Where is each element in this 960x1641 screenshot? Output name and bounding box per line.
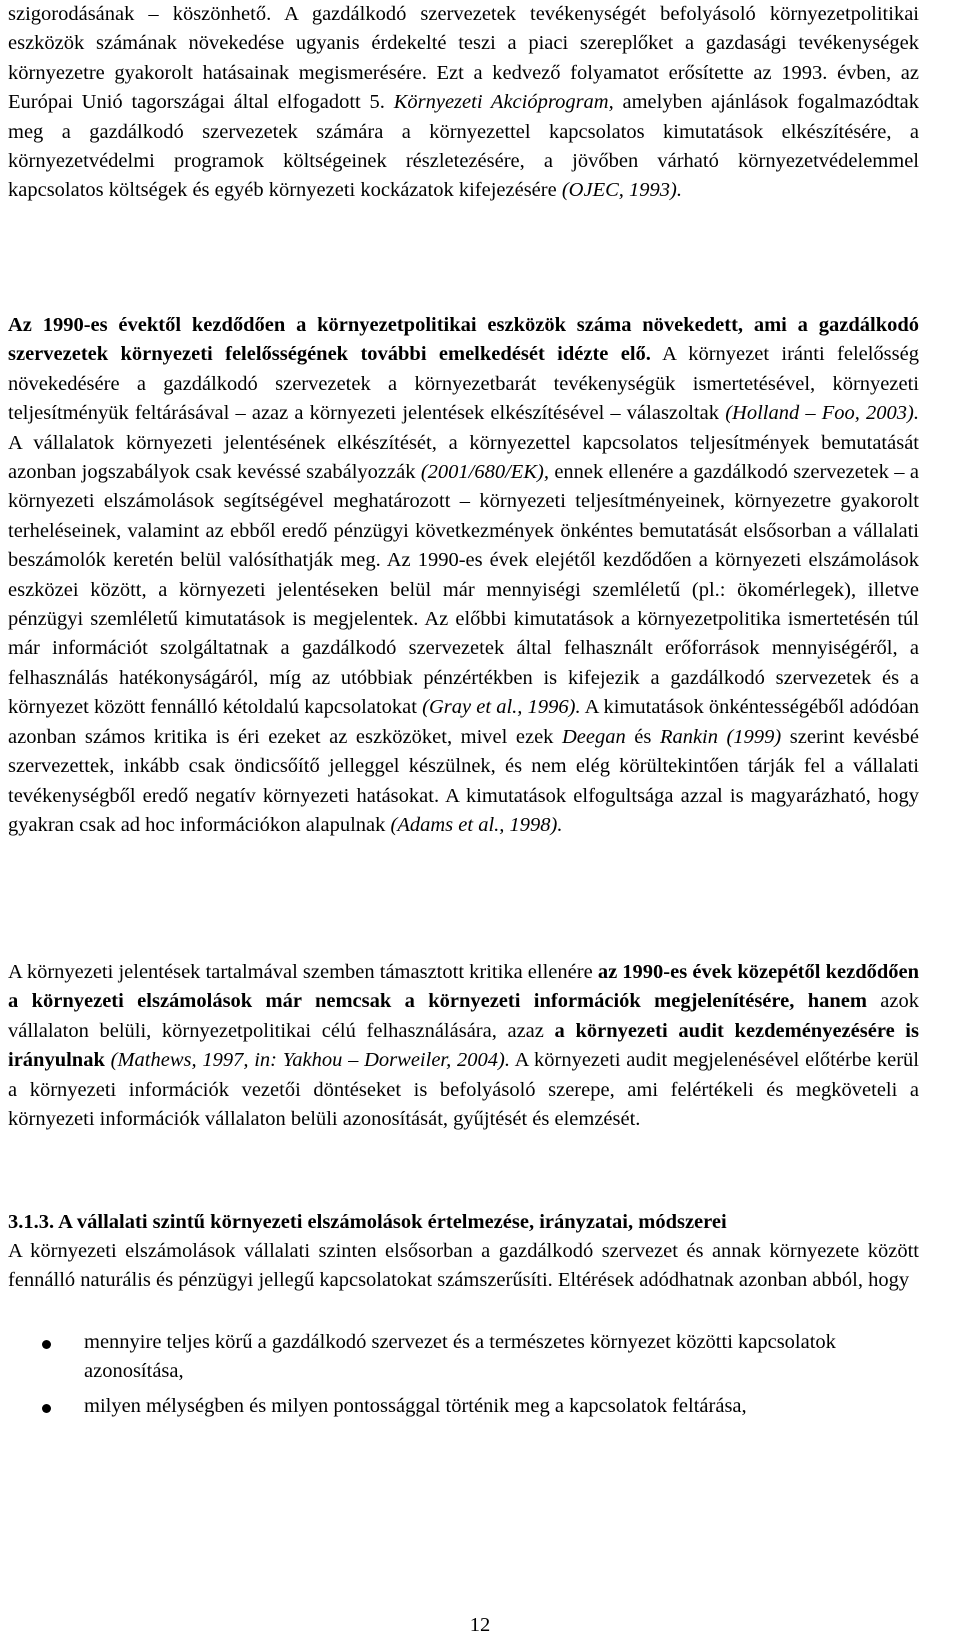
p2-run-9: és bbox=[625, 725, 660, 748]
p1-run-2: amelyben ajánlások fogalmazódtak meg a gazdálkodó szervezetek számára a környezettel kapcsolatos kimutatások elkészítésére, a környezetvédelmi programok költségeinek részletezésére, a jövőben várható környezetvédelemmel kapcsolatos költségek és egyéb környezeti kockázatok kifejezésére bbox=[8, 91, 919, 202]
p2-run-4: (2001/680/EK), bbox=[420, 461, 549, 484]
p2-run-8: Deegan bbox=[561, 725, 626, 748]
section-heading: 3.1.3. A vállalati szintű környezeti elszámolások értelmezése, irányzatai, módszerei bbox=[8, 1211, 727, 1233]
p3-run-2: azok vállalaton belüli, környezetpolitikai célú felhasználására, azaz bbox=[8, 990, 920, 1042]
bullet-text: mennyire teljes körű a gazdálkodó szervezet és a természetes környezet közötti kapcsolatok azonosítása, bbox=[84, 1331, 836, 1383]
p2-run-1: A környezet iránti felelősség növekedésére a gazdálkodó szervezetek a környezetbarát tevékenységük ismertetésével, környezeti teljesítményük feltárásával – azaz a környezeti jelentések elkészítésével – válaszoltak bbox=[8, 343, 919, 425]
page-number: 12 bbox=[469, 1614, 491, 1636]
bullet-text: milyen mélységben és milyen pontossággal történik meg a kapcsolatok feltárása, bbox=[84, 1394, 747, 1417]
paragraph-1 bbox=[8, 0, 919, 206]
p2-run-3: A vállalatok környezeti jelentésének elkészítését, a környezettel kapcsolatos teljesítmények bemutatását azonban jogszabályok csak kevéssé szabályozzák bbox=[8, 431, 919, 484]
bullet-dot-icon bbox=[42, 1340, 51, 1349]
p2-run-10: Rankin (1999) bbox=[659, 725, 782, 748]
paragraph-3 bbox=[8, 958, 919, 1134]
paragraph-2 bbox=[8, 311, 919, 840]
bullet-dot-icon bbox=[42, 1404, 51, 1413]
p2-run-6: (Gray et al., 1996). bbox=[422, 696, 581, 719]
p2-run-5: ennek ellenére a gazdálkodó szervezetek – a környezeti elszámolások segítségével meghatározott – környezeti teljesítményeinek, környezetre gyakorolt terheléseinek, valamint az ebből eredő pénzügyi következmények önkéntes bemutatását elsősorban a vállalati beszámolók keretén belül valósíthatják meg. Az 1990-es évek elejétől kezdődően a környezeti elszámolások eszközei között, a környezeti jelentéseken belül már mennyiségi szemléletű (pl.: ökomérlegek), illetve pénzügyi szemléletű kimutatások is megjelentek. Az előbbi kimutatások a környezetpolitika ismertetésén túl már információt szolgáltatnak a gazdálkodó szervezetek által felhasznált erőforrások mennyiségéről, a felhasználás hatékonyságáról, míg az utóbbiak pénzértékben is kifejezik a gazdálkodó szervezetek és a környezet között fennálló kétoldalú kapcsolatokat bbox=[8, 461, 919, 719]
p1-run-0: szigorodásának – köszönhető. A gazdálkodó szervezetek tevékenységét befolyásoló környezetpolitikai eszközök számának növekedése ugyanis érdekelté teszi a piaci szereplőket a gazdasági tevékenységek környezetre gyakorolt hatásainak megismerésére. Ezt a kedvező folyamatot erősítette az 1993. évben, az Európai Unió tagországai által elfogadott 5. bbox=[8, 3, 919, 114]
paragraph-4: A környezeti elszámolások vállalati szinten elsősorban a gazdálkodó szervezet és annak környezete között fennálló naturális és pénzügyi jellegű kapcsolatokat számszerűsíti. Eltérések adódhatnak azonban abból, hogy bbox=[8, 1240, 919, 1292]
p2-run-12: (Adams et al., 1998). bbox=[390, 813, 563, 836]
p2-run-0: Az 1990-es évektől kezdődően a környezetpolitikai eszközök száma növekedett, ami a gazdálkodó szervezetek környezeti felelősségének további emelkedését idézte elő. bbox=[8, 314, 919, 366]
p2-run-11: szerint kevésbé szervezettek, inkább csak öndicsőítő jelleggel készülnek, és nem elég körültekintően tárják fel a vállalati tevékenységből eredő negatív környezeti hatásokat. A kimutatások elfogultsága azzal is magyarázható, hogy gyakran csak ad hoc információkon alapulnak bbox=[8, 725, 919, 836]
p3-run-6: A környezeti audit megjelenésével előtérbe kerül a környezeti információk vezetői döntéseket is befolyásoló szerepe, ami felértékeli és megköveteli a környezeti információk vállalaton belüli azonosítását, gyűjtését és elemzését. bbox=[8, 1049, 919, 1131]
p3-run-0: A környezeti jelentések tartalmával szemben támasztott kritika ellenére bbox=[8, 961, 598, 983]
p2-run-2: (Holland – Foo, 2003). bbox=[725, 402, 920, 425]
p3-run-5: (Mathews, 1997, in: Yakhou – Dorweiler, 2004). bbox=[110, 1049, 510, 1072]
p1-run-1: Környezeti Akcióprogram, bbox=[393, 91, 614, 114]
p1-run-3: (OJEC, 1993). bbox=[561, 179, 682, 202]
p3-run-1: az 1990-es évek közepétől kezdődően a környezeti elszámolások már nemcsak a környezeti információk megjelenítésére, hanem bbox=[8, 961, 919, 1013]
bullet-item bbox=[8, 1392, 919, 1421]
p3-run-3: a környezeti audit kezdeményezésére is irányulnak bbox=[8, 1019, 919, 1072]
p2-run-7: A kimutatások önkéntességéből adódóan azonban számos kritika is éri ezeket az eszközöket, mivel ezek bbox=[8, 696, 919, 748]
bullet-item bbox=[8, 1328, 919, 1387]
bullet-list bbox=[8, 1328, 919, 1426]
